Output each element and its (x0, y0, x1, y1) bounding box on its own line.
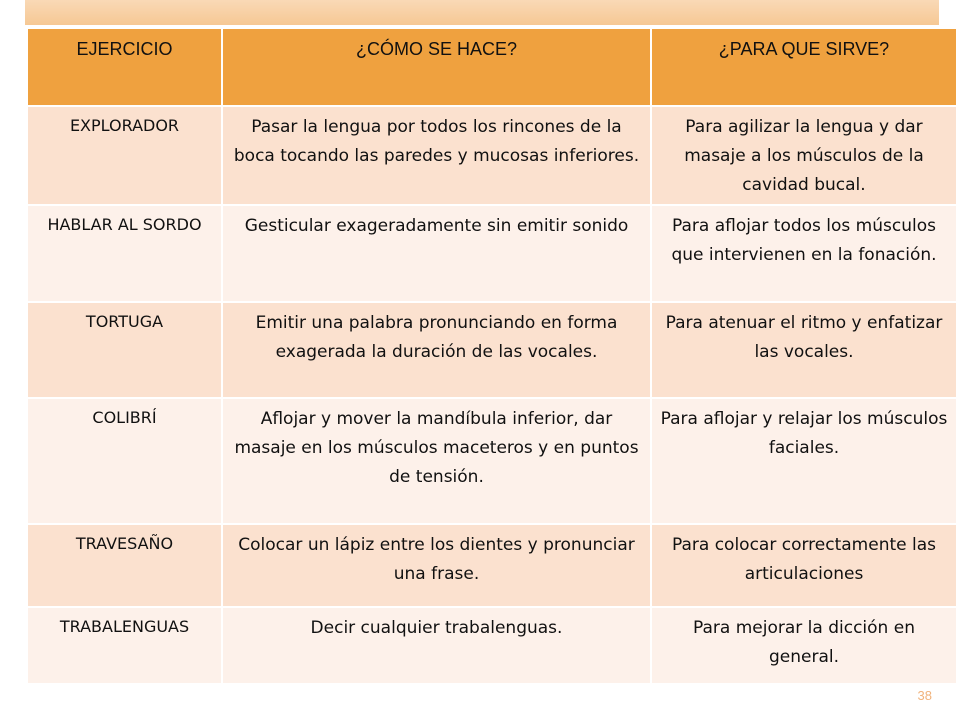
table-row (27, 524, 957, 607)
header-como-se-hace: ¿CÓMO SE HACE? (222, 28, 651, 106)
cell-para: Para colocar correctamente las articulaciones (651, 524, 957, 607)
table-row (27, 205, 957, 302)
cell-ejercicio: COLIBRÍ (27, 398, 222, 524)
cell-para: Para aflojar todos los músculos que intervienen en la fonación. (651, 205, 957, 302)
cell-como: Decir cualquier trabalenguas. (222, 607, 651, 684)
slide-top-band (25, 0, 939, 25)
cell-ejercicio: HABLAR AL SORDO (27, 205, 222, 302)
cell-para: Para atenuar el ritmo y enfatizar las vocales. (651, 302, 957, 398)
cell-como: Pasar la lengua por todos los rincones de la boca tocando las paredes y mucosas inferiores. (222, 106, 651, 205)
cell-ejercicio: TRABALENGUAS (27, 607, 222, 684)
page-number: 38 (917, 688, 932, 703)
cell-como: Colocar un lápiz entre los dientes y pronunciar una frase. (222, 524, 651, 607)
cell-como: Gesticular exageradamente sin emitir sonido (222, 205, 651, 302)
cell-para: Para aflojar y relajar los músculos faciales. (651, 398, 957, 524)
cell-ejercicio: TRAVESAÑO (27, 524, 222, 607)
table-row (27, 106, 957, 205)
exercise-table (26, 27, 958, 685)
cell-ejercicio: EXPLORADOR (27, 106, 222, 205)
cell-para: Para mejorar la dicción en general. (651, 607, 957, 684)
header-para-que-sirve: ¿PARA QUE SIRVE? (651, 28, 957, 106)
exercise-table-container (26, 27, 956, 685)
cell-ejercicio: TORTUGA (27, 302, 222, 398)
table-row (27, 302, 957, 398)
table-row (27, 607, 957, 684)
table-row (27, 398, 957, 524)
cell-para: Para agilizar la lengua y dar masaje a los músculos de la cavidad bucal. (651, 106, 957, 205)
header-ejercicio: EJERCICIO (27, 28, 222, 106)
cell-como: Emitir una palabra pronunciando en forma exagerada la duración de las vocales. (222, 302, 651, 398)
cell-como: Aflojar y mover la mandíbula inferior, dar masaje en los músculos maceteros y en puntos de tensión. (222, 398, 651, 524)
table-header-row (27, 28, 957, 106)
